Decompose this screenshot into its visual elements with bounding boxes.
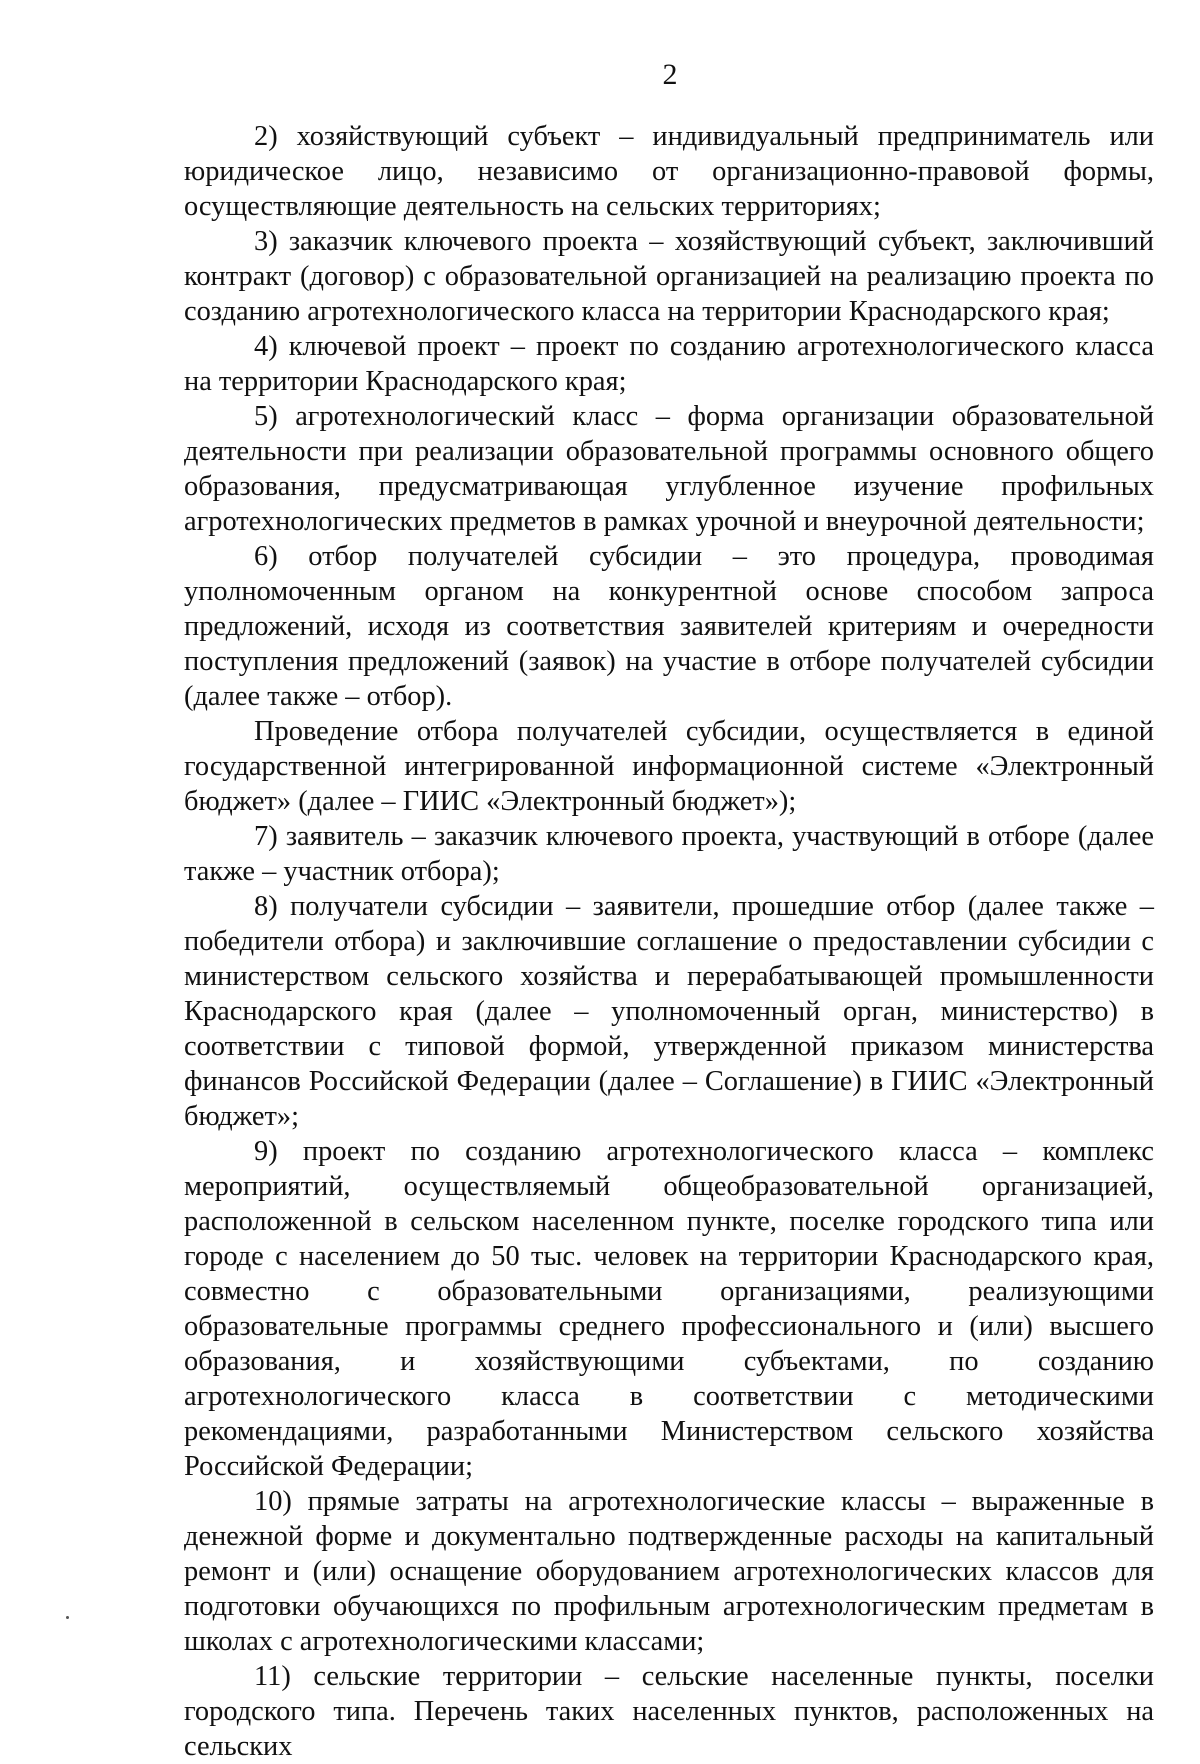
paragraph-item-8: 8) получатели субсидии – заявители, прошедшие отбор (далее также – победители отбора) и заключившие соглашение о предоставлении субсидии с министерством сельского хозяйства и перерабатывающей промышленности Краснодарского края (далее – уполномоченный орган, министерство) в соответствии с типовой формой, утвержденной приказом министерства финансов Российской Федерации (далее – Соглашение) в ГИИС «Электронный бюджет»; [184,891,1154,1132]
paragraph-item-5: 5) агротехнологический класс – форма организации образовательной деятельности при реализации образовательной программы основного общего образования, предусматривающая углубленное изучение профильных агротехнологических предметов в рамках урочной и внеурочной деятельности; [184,401,1154,537]
paragraph-item-6: 6) отбор получателей субсидии – это процедура, проводимая уполномоченным органом на конкурентной основе способом запроса предложений, исходя из соответствия заявителей критериям и очередности поступления предложений (заявок) на участие в отборе получателей субсидии (далее также – отбор). [184,541,1154,712]
scan-speck [66,1616,69,1619]
paragraph-item-10: 10) прямые затраты на агротехнологические классы – выраженные в денежной форме и документально подтвержденные расходы на капитальный ремонт и (или) оснащение оборудованием агротехнологических классов для подготовки обучающихся по профильным агротехнологическим предметам в школах с агротехнологическими классами; [184,1486,1154,1657]
paragraph-item-11: 11) сельские территории – сельские населенные пункты, поселки городского типа. Перечень таких населенных пунктов, расположенных на сельских [184,1661,1154,1762]
page-number: 2 [662,58,678,91]
document-body [184,119,1154,1764]
paragraph-item-3: 3) заказчик ключевого проекта – хозяйствующий субъект, заключивший контракт (договор) с образовательной организацией на реализацию проекта по созданию агротехнологического класса на территории Краснодарского края; [184,226,1154,327]
paragraph-item-4: 4) ключевой проект – проект по созданию агротехнологического класса на территории Краснодарского края; [184,331,1154,397]
paragraph-item-2: 2) хозяйствующий субъект – индивидуальный предприниматель или юридическое лицо, независимо от организационно-правовой формы, осуществляющие деятельность на сельских территориях; [184,121,1154,222]
paragraph-item-9: 9) проект по созданию агротехнологического класса – комплекс мероприятий, осуществляемый общеобразовательной организацией, расположенной в сельском населенном пункте, поселке городского типа или городе с населением до 50 тыс. человек на территории Краснодарского края, совместно с образовательными организациями, реализующими образовательные программы среднего профессионального и (или) высшего образования, и хозяйствующими субъектами, по созданию агротехнологического класса в соответствии с методическими рекомендациями, разработанными Министерством сельского хозяйства Российской Федерации; [184,1136,1154,1482]
paragraph-selection-procedure: Проведение отбора получателей субсидии, осуществляется в единой государственной интегрированной информационной системе «Электронный бюджет» (далее – ГИИС «Электронный бюджет»); [184,716,1154,817]
paragraph-item-7: 7) заявитель – заказчик ключевого проекта, участвующий в отборе (далее также – участник отбора); [184,821,1154,887]
